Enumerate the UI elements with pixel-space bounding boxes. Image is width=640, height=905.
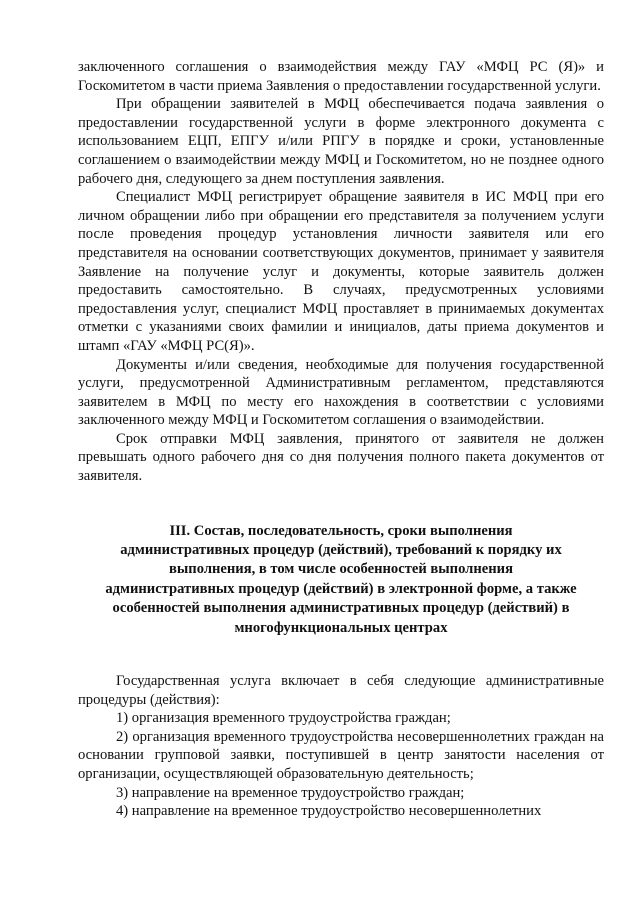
paragraph-deadline: Срок отправки МФЦ заявления, принятого от заявителя не должен превышать одного рабочего дня со дня получения полного пакета документов от заявителя. (78, 430, 604, 485)
paragraph-intro: Государственная услуга включает в себя следующие административные процедуры (действия): (78, 673, 604, 708)
section-heading: III. Состав, последовательность, сроки выполнения административных процедур (действий), требований к порядку их выполнения, в том числе особенностей выполнения административных процедур (действий) в электронной форме, а также особенностей выполнения административных процедур (действий) в многофункциональных центрах (105, 522, 577, 636)
paragraph-continuation: заключенного соглашения о взаимодействия между ГАУ «МФЦ РС (Я)» и Госкомитетом в части приема Заявления о предоставлении государственной услуги. (78, 59, 604, 94)
paragraph-mfc-submission: При обращении заявителей в МФЦ обеспечивается подача заявления о предоставлении государственной услуги в форме электронного документа с использованием ЕЦП, ЕПГУ и/или РПГУ в порядке и сроки, установленные соглашением о взаимодействии между МФЦ и Госкомитетом, но не позднее одного рабочего дня, следующего за днем поступления заявления. (78, 96, 604, 187)
list-item: 1) организация временного трудоустройства граждан; (116, 710, 451, 727)
document-page (78, 58, 604, 821)
paragraph-mfc-registration: Специалист МФЦ регистрирует обращение заявителя в ИС МФЦ при его личном обращении либо при обращении его представителя за получением услуги после проведения процедур установления личности заявителя или его представителя на основании соответствующих документов, принимает у заявителя Заявление на получение услуг и документы, которые заявитель должен предоставить самостоятельно. В случаях, предусмотренных условиями предоставления услуг, специалист МФЦ проставляет в принимаемых документах отметки с указаниями своих фамилии и инициалов, даты приема документов и штамп «ГАУ «МФЦ РС(Я)». (78, 189, 604, 354)
list-item: 2) организация временного трудоустройства несовершеннолетних граждан на основании групповой заявки, поступившей в центр занятости населения от организации, осуществляющей образовательную деятельность; (78, 728, 604, 783)
list-item: 3) направление на временное трудоустройство граждан; (116, 784, 465, 801)
paragraph-documents: Документы и/или сведения, необходимые для получения государственной услуги, предусмотренной Административным регламентом, представляются заявителем в МФЦ по месту его нахождения в соответствии с условиями заключенного между МФЦ и Госкомитетом соглашения о взаимодействии. (78, 356, 604, 429)
list-item: 4) направление на временное трудоустройство несовершеннолетних (116, 803, 542, 820)
